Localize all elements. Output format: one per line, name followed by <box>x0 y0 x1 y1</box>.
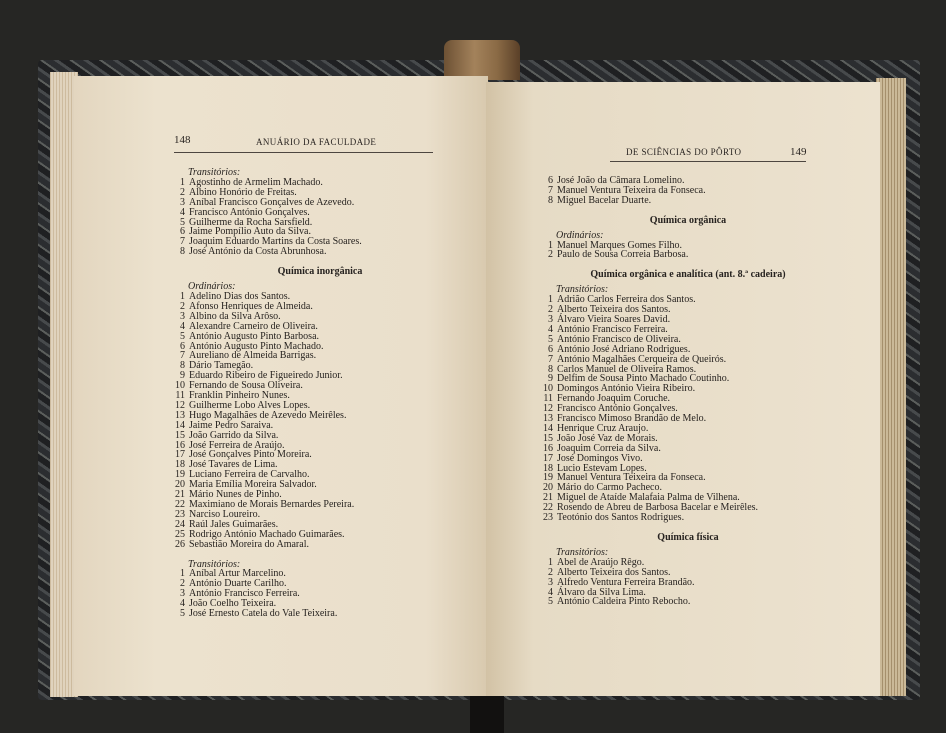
item-number: 7 <box>548 353 553 365</box>
item-name: Lucio Estevam Lopes. <box>557 462 647 474</box>
category-subtitle: Ordinários: <box>188 281 236 293</box>
item-number: 17 <box>175 449 185 461</box>
item-number: 11 <box>175 390 185 402</box>
item-name: Teotónio dos Santos Rodrigues. <box>557 512 685 524</box>
item-number: 26 <box>175 538 185 550</box>
item-number: 1 <box>180 568 185 580</box>
item-name: Albino da Silva Arôso. <box>189 310 281 322</box>
right-page-number: 149 <box>790 146 807 158</box>
item-name: Alfredo Ventura Ferreira Brandão. <box>557 576 695 588</box>
item-name: Francisco Mimoso Brandão de Melo. <box>557 413 707 425</box>
item-number: 23 <box>543 512 553 524</box>
item-name: Miguel Bacelar Duarte. <box>557 194 652 206</box>
item-number: 3 <box>548 313 553 325</box>
list-item <box>538 597 838 607</box>
item-number: 5 <box>180 608 185 620</box>
item-number: 4 <box>180 206 185 218</box>
category-subtitle: Transitórios: <box>188 167 241 178</box>
item-number: 2 <box>180 300 185 312</box>
item-number: 8 <box>180 246 185 258</box>
item-number: 3 <box>548 576 553 588</box>
item-name: Francisco António Gonçalves. <box>189 206 310 218</box>
item-name: Jaime Pompílio Auto da Silva. <box>189 226 311 238</box>
book-spine <box>444 40 520 80</box>
item-number: 4 <box>548 586 553 598</box>
item-number: 7 <box>180 350 185 362</box>
item-number: 10 <box>175 380 185 392</box>
item-number: 23 <box>175 508 185 520</box>
item-number: 7 <box>180 236 185 248</box>
item-number: 2 <box>180 578 185 590</box>
item-number: 4 <box>180 320 185 332</box>
item-name: Joaquim Eduardo Martins da Costa Soares. <box>189 236 362 248</box>
section-heading: Química inorgânica <box>277 266 363 278</box>
item-name: António Francisco Ferreira. <box>189 588 300 600</box>
left-header-rule <box>174 152 433 153</box>
item-name: António José Adriano Rodrigues. <box>557 343 691 355</box>
left-page <box>74 76 488 696</box>
item-name: João Coelho Teixeira. <box>189 598 277 610</box>
item-name: Mário do Carmo Pacheco. <box>557 482 662 494</box>
right-header-rule <box>610 161 806 162</box>
item-number: 13 <box>543 413 553 425</box>
list-item <box>538 250 838 260</box>
list-item <box>538 513 838 523</box>
item-number: 20 <box>543 482 553 494</box>
item-name: Rodrigo António Machado Guimarães. <box>189 528 345 540</box>
item-name: Afonso Henriques de Almeida. <box>189 300 313 312</box>
item-number: 4 <box>180 598 185 610</box>
item-number: 8 <box>548 194 553 206</box>
item-name: Henrique Cruz Araujo. <box>557 422 649 434</box>
item-number: 16 <box>543 442 553 454</box>
book-gutter <box>470 690 504 733</box>
left-page-number: 148 <box>174 134 191 146</box>
item-name: Mário Nunes de Pinho. <box>189 489 282 501</box>
item-number: 12 <box>175 399 185 411</box>
item-number: 2 <box>548 249 553 261</box>
item-number: 25 <box>175 528 185 540</box>
category-subtitle: Ordinários: <box>556 229 604 241</box>
item-number: 15 <box>543 432 553 444</box>
item-name: Adelino Dias dos Santos. <box>189 290 291 302</box>
item-number: 1 <box>548 239 553 251</box>
list-item <box>538 196 838 206</box>
item-name: Álvaro Vieira Soares David. <box>557 313 671 325</box>
item-number: 19 <box>543 472 553 484</box>
list-item <box>170 247 470 257</box>
item-name: Manuel Ventura Teixeira da Fonseca. <box>557 184 706 196</box>
item-name: Adrião Carlos Ferreira dos Santos. <box>557 294 696 306</box>
section-heading: Química física <box>657 532 719 543</box>
item-name: António Francisco de Oliveira. <box>557 333 681 345</box>
item-number: 9 <box>180 370 185 382</box>
item-name: Luciano Ferreira de Carvalho. <box>189 469 310 481</box>
item-name: Agostinho de Armelim Machado. <box>189 176 323 188</box>
item-name: Manuel Marques Gomes Filho. <box>557 239 682 251</box>
item-name: António Augusto Pinto Machado. <box>189 340 324 352</box>
item-number: 9 <box>548 373 553 385</box>
item-number: 18 <box>543 462 553 474</box>
item-number: 21 <box>175 489 185 501</box>
item-name: Miguel de Ataíde Malafaia Palma de Vilhena. <box>557 492 740 504</box>
item-name: José Tavares de Lima. <box>189 459 278 471</box>
item-number: 15 <box>175 429 185 441</box>
item-name: José Ferreira de Araújo. <box>189 439 285 451</box>
item-name: Alexandre Carneiro de Oliveira. <box>189 320 318 332</box>
list-item <box>170 540 470 550</box>
left-running-header: ANUÁRIO DA FACULDADE <box>256 137 377 147</box>
item-number: 22 <box>175 499 185 510</box>
item-number: 24 <box>175 518 185 530</box>
item-name: José António da Costa Abrunhosa. <box>189 246 327 258</box>
item-name: Delfim de Sousa Pinto Machado Coutinho. <box>557 373 730 385</box>
item-name: Paulo de Sousa Correia Barbosa. <box>557 249 689 261</box>
item-number: 7 <box>548 184 553 196</box>
item-name: José João da Câmara Lomelino. <box>557 175 685 186</box>
item-number: 6 <box>180 340 185 352</box>
item-number: 3 <box>180 196 185 208</box>
item-number: 6 <box>180 226 185 238</box>
item-number: 3 <box>180 310 185 322</box>
category-subtitle: Transitórios: <box>556 546 609 558</box>
item-name: Sebastião Moreira do Amaral. <box>189 538 309 550</box>
item-name: Guilherme da Rocha Sarsfield. <box>189 216 313 228</box>
item-name: Francisco António Gonçalves. <box>557 403 678 415</box>
item-number: 6 <box>548 343 553 355</box>
item-number: 19 <box>175 469 185 481</box>
item-name: José Domingos Vivo. <box>557 452 643 464</box>
right-running-header: DE SCIÊNCIAS DO PÔRTO <box>626 147 742 157</box>
item-number: 3 <box>180 588 185 600</box>
item-name: João Garrido da Silva. <box>189 429 279 441</box>
item-name: Manuel Ventura Teixeira da Fonseca. <box>557 472 706 484</box>
item-number: 12 <box>543 403 553 415</box>
item-number: 22 <box>543 502 553 514</box>
item-name: Guilherme Lobo Alves Lopes. <box>189 399 311 411</box>
item-name: Eduardo Ribeiro de Figueiredo Junior. <box>189 370 343 382</box>
item-number: 5 <box>180 330 185 342</box>
item-name: Maximiano de Morais Bernardes Pereira. <box>189 499 355 510</box>
item-name: José Ernesto Catela do Vale Teixeira. <box>189 608 338 620</box>
item-name: António Francisco Ferreira. <box>557 323 668 335</box>
right-page <box>486 82 880 696</box>
item-name: João José Vaz de Morais. <box>557 432 658 444</box>
category-subtitle: Transitórios: <box>556 284 609 296</box>
item-name: Aureliano de Almeida Barrigas. <box>189 350 317 362</box>
item-name: Aníbal Francisco Gonçalves de Azevedo. <box>189 196 355 208</box>
item-number: 8 <box>548 363 553 375</box>
item-number: 5 <box>548 596 553 608</box>
item-name: Narciso Loureiro. <box>189 508 261 520</box>
item-name: Álvaro da Silva Lima. <box>557 586 646 598</box>
item-number: 1 <box>180 290 185 302</box>
item-name: Carlos Manuel de Oliveira Ramos. <box>557 363 697 375</box>
page-edges-right <box>876 78 906 696</box>
item-number: 11 <box>543 393 553 405</box>
item-number: 10 <box>543 383 553 395</box>
item-name: António Magalhães Cerqueira de Queirós. <box>557 353 727 365</box>
category-subtitle: Transitórios: <box>188 558 241 570</box>
item-number: 17 <box>543 452 553 464</box>
section-heading: Química orgânica <box>649 214 727 226</box>
item-name: Franklin Pinheiro Nunes. <box>189 390 290 402</box>
item-name: José Gonçalves Pinto Moreira. <box>189 449 312 461</box>
item-number: 16 <box>175 439 185 451</box>
item-name: Raúl Jales Guimarães. <box>189 518 279 530</box>
item-number: 1 <box>548 294 553 306</box>
item-number: 1 <box>548 556 553 568</box>
item-number: 14 <box>543 422 553 434</box>
item-name: Fernando de Sousa Oliveira. <box>189 380 303 392</box>
item-name: António Duarte Carilho. <box>189 578 287 590</box>
section-heading: Química orgânica e analítica (ant. 8.ª cadeira) <box>590 269 786 281</box>
item-number: 8 <box>180 360 185 372</box>
item-name: Albino Honório de Freitas. <box>189 186 297 198</box>
item-number: 2 <box>180 186 185 198</box>
right-text-column <box>538 176 838 607</box>
item-name: Domingos António Vieira Ribeiro. <box>557 383 696 395</box>
item-number: 14 <box>175 419 185 431</box>
item-number: 4 <box>548 323 553 335</box>
item-name: Abel de Araújo Rêgo. <box>557 556 645 568</box>
item-name: Jaime Pedro Saraiva. <box>189 419 274 431</box>
item-number: 1 <box>180 176 185 188</box>
item-name: Aníbal Artur Marcelino. <box>189 568 286 580</box>
item-name: Alberto Teixeira dos Santos. <box>557 566 671 578</box>
item-number: 5 <box>180 216 185 228</box>
item-number: 20 <box>175 479 185 491</box>
item-name: Dário Tamegão. <box>189 360 254 372</box>
item-name: Joaquim Correia da Silva. <box>557 442 661 454</box>
item-name: Maria Emília Moreira Salvador. <box>189 479 317 491</box>
item-number: 21 <box>543 492 553 504</box>
item-number: 18 <box>175 459 185 471</box>
list-item <box>170 609 470 619</box>
left-text-column <box>170 168 470 619</box>
item-number: 6 <box>548 175 553 186</box>
item-name: Hugo Magalhães de Azevedo Meirêles. <box>189 409 347 421</box>
item-number: 2 <box>548 304 553 316</box>
item-number: 2 <box>548 566 553 578</box>
item-name: Rosendo de Abreu de Barbosa Bacelar e Meirêles. <box>557 502 759 514</box>
item-name: Fernando Joaquim Coruche. <box>557 393 671 405</box>
item-name: António Augusto Pinto Barbosa. <box>189 330 320 342</box>
item-name: Alberto Teixeira dos Santos. <box>557 304 671 316</box>
item-number: 5 <box>548 333 553 345</box>
item-name: António Caldeira Pinto Rebocho. <box>557 596 691 608</box>
item-number: 13 <box>175 409 185 421</box>
